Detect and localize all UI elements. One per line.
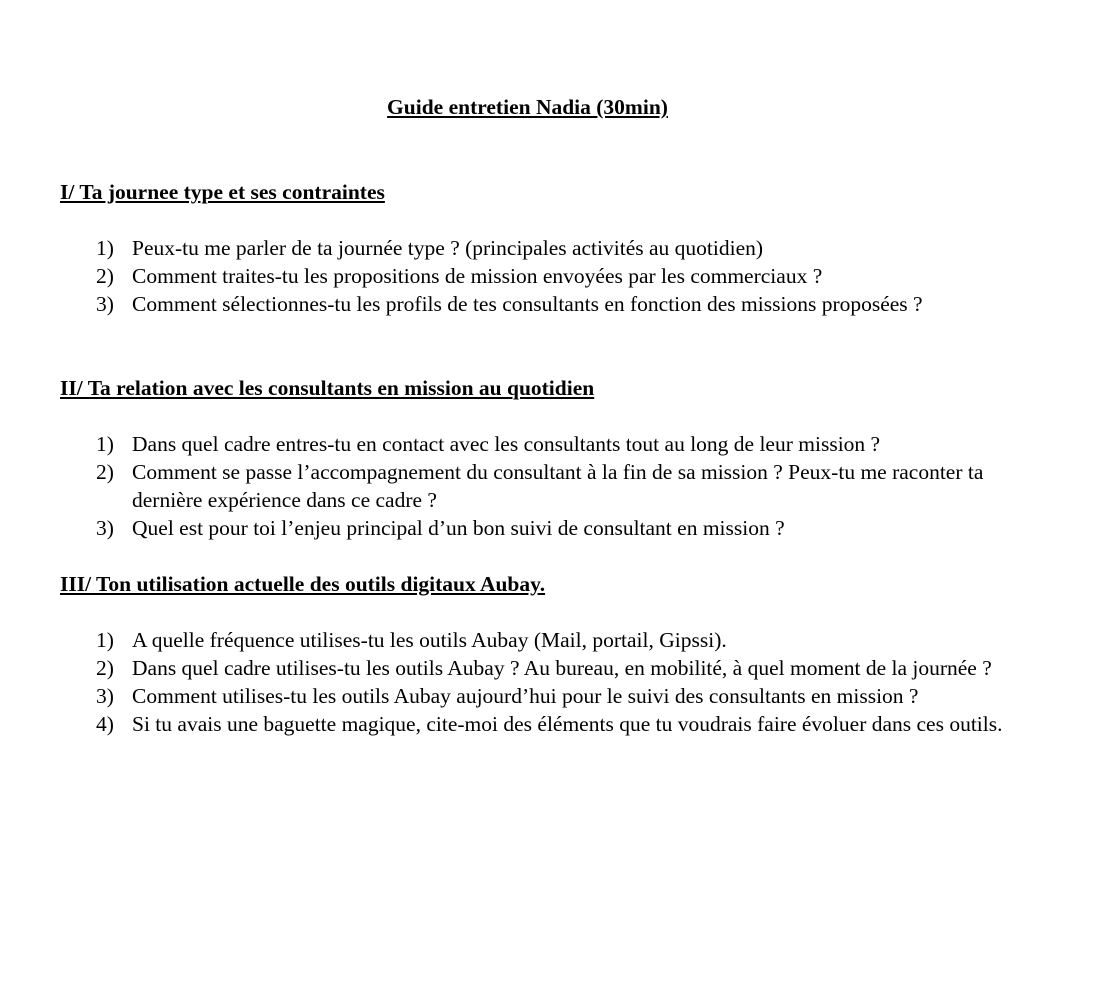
question-text: Dans quel cadre entres-tu en contact avec les consultants tout au long de leur mission ? (132, 432, 881, 456)
question-text: Comment utilises-tu les outils Aubay aujourd’hui pour le suivi des consultants en mission ? (132, 684, 919, 708)
question-number: 2) (96, 460, 114, 484)
document-title: Guide entretien Nadia (30min) (387, 95, 668, 119)
question-text: Dans quel cadre utilises-tu les outils Aubay ? Au bureau, en mobilité, à quel moment de la journée ? (132, 656, 992, 680)
question-item (60, 654, 1040, 682)
question-number: 1) (96, 628, 114, 652)
section-3 (60, 570, 1040, 738)
question-item (60, 626, 1040, 654)
question-number: 4) (96, 712, 114, 736)
section-2 (60, 374, 1040, 542)
question-text: A quelle fréquence utilises-tu les outils Aubay (Mail, portail, Gipssi). (132, 628, 727, 652)
question-list (60, 626, 1040, 738)
section-1 (60, 178, 1040, 318)
question-list (60, 430, 1040, 542)
question-text: Comment sélectionnes-tu les profils de tes consultants en fonction des missions proposées ? (132, 292, 923, 316)
question-text: Peux-tu me parler de ta journée type ? (principales activités au quotidien) (132, 236, 764, 260)
question-number: 1) (96, 432, 114, 456)
question-number: 2) (96, 656, 114, 680)
question-item (60, 458, 1040, 514)
question-text: Comment traites-tu les propositions de mission envoyées par les commerciaux ? (132, 264, 823, 288)
question-number: 3) (96, 684, 114, 708)
question-text: Si tu avais une baguette magique, cite-moi des éléments que tu voudrais faire évoluer dans ces outils. (132, 712, 1003, 736)
question-text: Comment se passe l’accompagnement du consultant à la fin de sa mission ? Peux-tu me raconter ta dernière expérience dans ce cadre ? (132, 460, 984, 512)
question-item (60, 430, 1040, 458)
question-item (60, 290, 1040, 318)
question-item (60, 710, 1040, 738)
question-item (60, 234, 1040, 262)
question-list (60, 234, 1040, 318)
question-item (60, 514, 1040, 542)
question-number: 1) (96, 236, 114, 260)
section-heading: II/ Ta relation avec les consultants en mission au quotidien (60, 376, 595, 400)
section-heading: I/ Ta journee type et ses contraintes (60, 180, 385, 204)
question-text: Quel est pour toi l’enjeu principal d’un bon suivi de consultant en mission ? (132, 516, 785, 540)
question-item (60, 262, 1040, 290)
section-heading: III/ Ton utilisation actuelle des outils digitaux Aubay. (60, 572, 546, 596)
question-number: 3) (96, 516, 114, 540)
question-item (60, 682, 1040, 710)
question-number: 3) (96, 292, 114, 316)
question-number: 2) (96, 264, 114, 288)
